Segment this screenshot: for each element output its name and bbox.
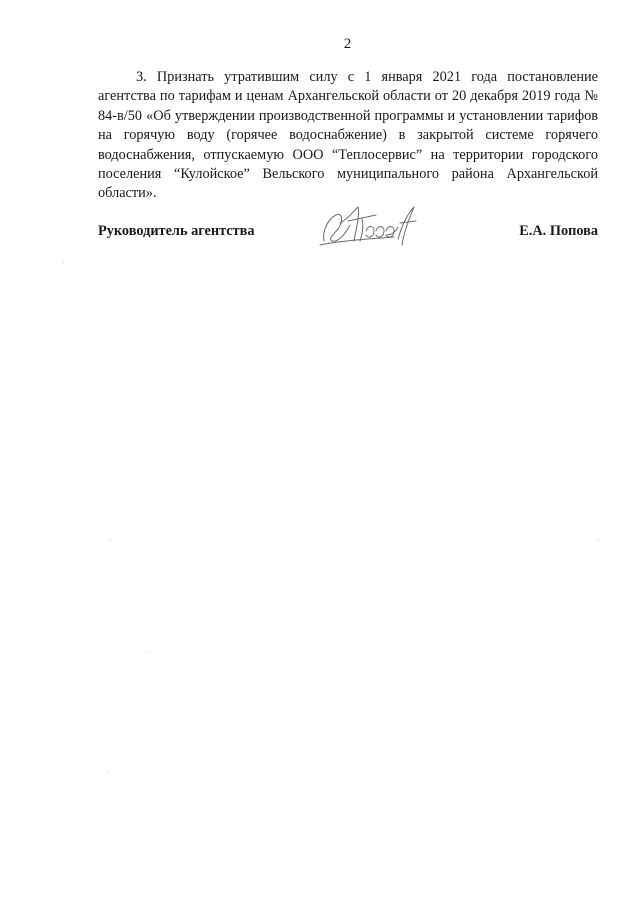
scan-artifact [108,772,109,773]
scan-artifact [110,540,111,541]
scan-artifact [146,652,147,653]
page-number: 2 [343,36,352,52]
signatory-name: Е.А. Попова [519,223,598,239]
scan-artifact [598,540,599,541]
signature-row [98,223,598,245]
signatory-title: Руководитель агентства [98,223,255,239]
scan-artifact [63,262,64,263]
body-paragraph: 3. Признать утратившим силу с 1 января 2021 года постановление агентства по тарифам и ценам Архангельской области от 20 декабря 2019 года № 84-в/50 «Об утверждении производственной программы и установлении тарифов на горячую воду (горячее водоснабжение) в закрытой системе горячего водоснабжения, отпускаемую ООО “Теплосервис” на территории городского поселения “Кулойское” Вельского муниципального района Архангельской области». [98,69,598,202]
handwritten-signature [318,201,428,251]
